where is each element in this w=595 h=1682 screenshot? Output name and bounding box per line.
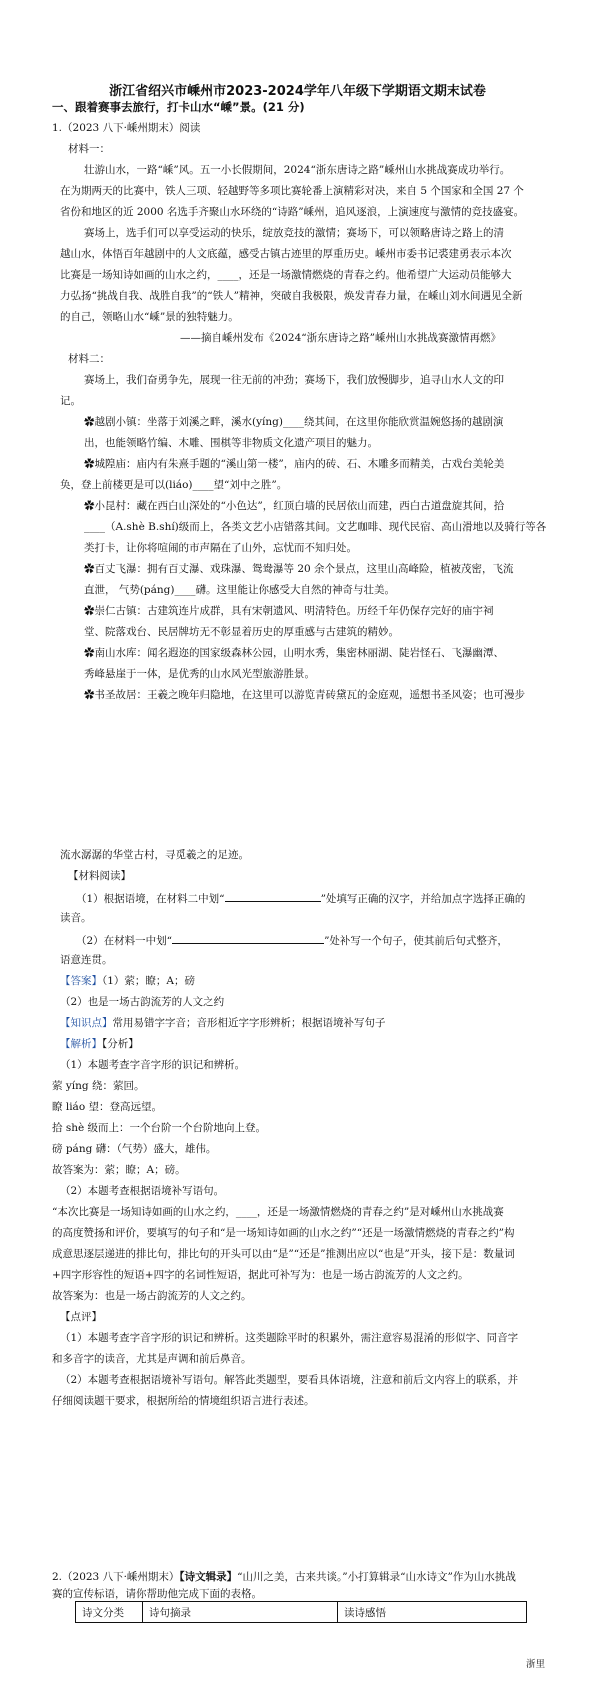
spot-baizhang: 直泄， 气势(páng)____礴。这里能让你感受大自然的神奇与壮美。	[84, 584, 395, 596]
question-1-heading: 1.（2023 八下·嵊州期末）阅读	[52, 122, 201, 134]
answer-blank	[225, 890, 321, 902]
spot-shusheng: ✿书圣故居：王羲之晚年归隐地，在这里可以游览青砖黛瓦的金庭观，遥想书圣风姿；也可漫步	[84, 689, 525, 701]
answer-text: （1）萦；瞭；A；磅	[102, 975, 196, 987]
poem-table	[75, 1601, 527, 1623]
explanation-line: 故答案为：萦；瞭；A；磅。	[52, 1164, 186, 1176]
material-1-line: 赛场上，选手们可以享受运动的快乐，绽放竞技的激情；赛场下，可以领略唐诗之路上的清	[84, 227, 504, 239]
material-1-line: 在为期两天的比赛中，铁人三项、轻越野等多项比赛轮番上演精彩对决，来自 5 个国家和全国 27 个	[60, 185, 524, 197]
explanation-line: 的高度赞扬和评价，要填写的句子和“是一场知诗如画的山水之约”“还是一场激情燃烧的青春之约”构	[52, 1227, 515, 1239]
material-1-line: 壮游山水，一路“嵊”风。五一小长假期间，2024“浙东唐诗之路”嵊州山水挑战赛成功举行。	[84, 164, 511, 176]
analysis-line	[60, 1037, 139, 1051]
sub-question-1	[76, 890, 525, 906]
explanation-line: （1）本题考查字音字形的识记和辨析。	[60, 1059, 246, 1071]
analysis-tag: 【解析】	[60, 1038, 102, 1050]
answer-line	[60, 974, 195, 988]
explanation-line: +四字形容性的短语+四字的名词性短语，据此可补写为：也是一场古韵流芳的人文之约。	[52, 1269, 469, 1281]
explanation-line: （2）本题考查根据语境补写语句。	[60, 1185, 225, 1197]
spot-xiaokun: 类打卡，让你将喧闹的市声隔在了山外，忘忧而不知归处。	[84, 542, 357, 554]
sub-question-1-text: （1）根据语境，在材料二中划“	[76, 893, 225, 905]
section-heading: 一、跟着赛事去旅行，打卡山水“嵊”景。(21 分)	[52, 100, 305, 114]
explanation-line: 成意思逐层递进的排比句，排比句的开头可以由“是”“还是”推测出应以“也是”开头，接下是：数量词	[52, 1248, 515, 1260]
material-1-line: 的自己，领略山水“嵊”景的独特魅力。	[60, 311, 239, 323]
material-1-source: ——摘自嵊州发布《2024“浙东唐诗之路”嵊州山水挑战赛激情再燃》	[180, 332, 501, 344]
sub-question-2-text: ”处补写一个句子，使其前后句式整齐，	[324, 935, 508, 947]
spot-xiaokun: ✿小昆村：藏在西白山深处的“小色达”，红顶白墙的民居依山而建，西白古道盘旋其间，拾	[84, 500, 505, 512]
spot-chenghuang: 奂，登上前楼更是可以(liáo)____望“刘中之胜”。	[60, 479, 288, 491]
answer-tag: 【答案】	[60, 975, 102, 987]
question-2-tag: 【诗文辑录】	[179, 1571, 238, 1583]
sub-question-2	[76, 932, 508, 948]
spot-yueju: 出，也能领略竹编、木雕、围棋等非物质文化遗产项目的魅力。	[84, 437, 378, 449]
spot-chongren: ✿崇仁古镇：古建筑连片成群，具有宋朝遗风、明清特色。历经千年仍保存完好的庙宇祠	[84, 605, 494, 617]
question-2-text: “山川之美，古来共谈。”小打算辑录“山水诗文”作为山水挑战	[237, 1571, 516, 1583]
spot-shusheng-continued: 流水潺潺的华堂古村，寻觅羲之的足迹。	[60, 849, 249, 861]
spot-yueju: ✿越剧小镇：坐落于刘溪之畔，溪水(yíng)____绕其间，在这里你能欣赏温婉悠扬的越剧演	[84, 416, 504, 428]
spot-nanshan: 秀峰悬崖于一体，是优秀的山水风光型旅游胜景。	[84, 668, 315, 680]
material-2-intro: 记。	[60, 395, 81, 407]
sub-question-1-cont: 读音。	[60, 912, 92, 924]
material-2-label: 材料二：	[68, 353, 110, 365]
explanation-line: “本次比赛是一场知诗如画的山水之约，____，还是一场激情燃烧的青春之约”是对嵊州山水挑战赛	[52, 1206, 504, 1218]
knowledge-text: 常用易错字字音；音形相近字字形辨析；根据语境补写句子	[112, 1017, 386, 1029]
sub-question-2-cont: 语意连贯。	[60, 954, 113, 966]
question-2-heading-cont: 赛的宣传标语，请你帮助他完成下面的表格。	[52, 1588, 262, 1600]
answer-line-2: （2）也是一场古韵流芳的人文之约	[60, 996, 225, 1008]
table-header-cell: 诗文分类	[76, 1602, 143, 1623]
material-1-line: 越山水，体悟百年越剧中的人文底蕴，感受古镇古迹里的厚重历史。嵊州市委书记裘建勇表示本次	[60, 248, 512, 260]
question-2-heading	[52, 1570, 516, 1584]
table-header-cell: 诗句摘录	[143, 1602, 338, 1623]
comment-line: 和多音字的读音，尤其是声调和前后鼻音。	[52, 1353, 252, 1365]
knowledge-tag: 【知识点】	[60, 1017, 113, 1029]
answer-blank	[172, 932, 324, 944]
explanation-line: 磅 páng 礴：（气势）盛大，雄伟。	[52, 1143, 217, 1155]
spot-baizhang: ✿百丈飞瀑：拥有百丈瀑、戏珠瀑、鸳鸯瀑等 20 余个景点，这里山高峰险，植被茂密，飞流	[84, 563, 514, 575]
spot-nanshan: ✿南山水库：闻名遐迩的国家级森林公园，山明水秀，集密林丽湖、陡岩怪石、飞瀑幽潭、	[84, 647, 504, 659]
table-header-row	[76, 1602, 527, 1623]
sub-question-2-text: （2）在材料一中划“	[76, 935, 173, 947]
spot-xiaokun: ____（A.shè B.shí)级而上，各类文艺小店错落其间。文艺咖啡、现代民宿、高山滑地以及骑行等各	[84, 521, 547, 533]
sub-question-1-text: ”处填写正确的汉字，并给加点字选择正确的	[320, 893, 526, 905]
explanation-line: 瞭 liáo 望：登高远望。	[52, 1101, 162, 1113]
explanation-line: 拾 shè 级而上：一个台阶一个台阶地向上登。	[52, 1122, 267, 1134]
material-1-line: 力弘扬“挑战自我、战胜自我”的“铁人”精神，突破自我极限，焕发青春力量，在嵊山刘水间遇见全新	[60, 290, 523, 302]
spot-chenghuang: ✿城隍庙：庙内有朱熹手题的“溪山第一楼”，庙内的砖、石、木雕多而精美，古戏台美轮美	[84, 458, 505, 470]
comment-tag: 【点评】	[60, 1311, 102, 1323]
page-title: 浙江省绍兴市嵊州市2023-2024学年八年级下学期语文期末试卷	[109, 84, 486, 99]
knowledge-line	[60, 1016, 386, 1030]
comment-line: （1）本题考查字音字形的识记和辨析。这类题除平时的积累外，需注意容易混淆的形似字、同音字	[60, 1332, 519, 1344]
comment-line: 仔细阅读题干要求，根据所给的情境组织语言进行表述。	[52, 1395, 315, 1407]
comment-line: （2）本题考查根据语境补写语句。解答此类题型，要看具体语境，注意和前后文内容上的联系，并	[60, 1374, 519, 1386]
material-1-line: 省份和地区的近 2000 名选手齐聚山水环绕的“诗路”嵊州，追风逐浪，上演速度与激情的竞技盛宴。	[60, 206, 525, 218]
material-1-line: 比赛是一场知诗如画的山水之约，____，还是一场激情燃烧的青春之约。他希望广大运动员能够大	[60, 269, 512, 281]
page-footer: 浙里	[525, 1659, 545, 1670]
explanation-line: 故答案为：也是一场古韵流芳的人文之约。	[52, 1290, 252, 1302]
table-header-cell: 读诗感悟	[338, 1602, 527, 1623]
material-2-intro: 赛场上，我们奋勇争先，展现一往无前的冲劲；赛场下，我们放慢脚步，追寻山水人文的印	[84, 374, 504, 386]
reading-label: 【材料阅读】	[68, 870, 131, 882]
spot-chongren: 堂、院落戏台、民居牌坊无不彰显着历史的厚重感与古建筑的精妙。	[84, 626, 399, 638]
explanation-line: 萦 yíng 绕：萦回。	[52, 1080, 145, 1092]
material-1-label: 材料一：	[68, 143, 110, 155]
analysis-subtag: 【分析】	[102, 1038, 139, 1050]
question-2-number: 2.（2023 八下·嵊州期末）	[52, 1571, 180, 1583]
